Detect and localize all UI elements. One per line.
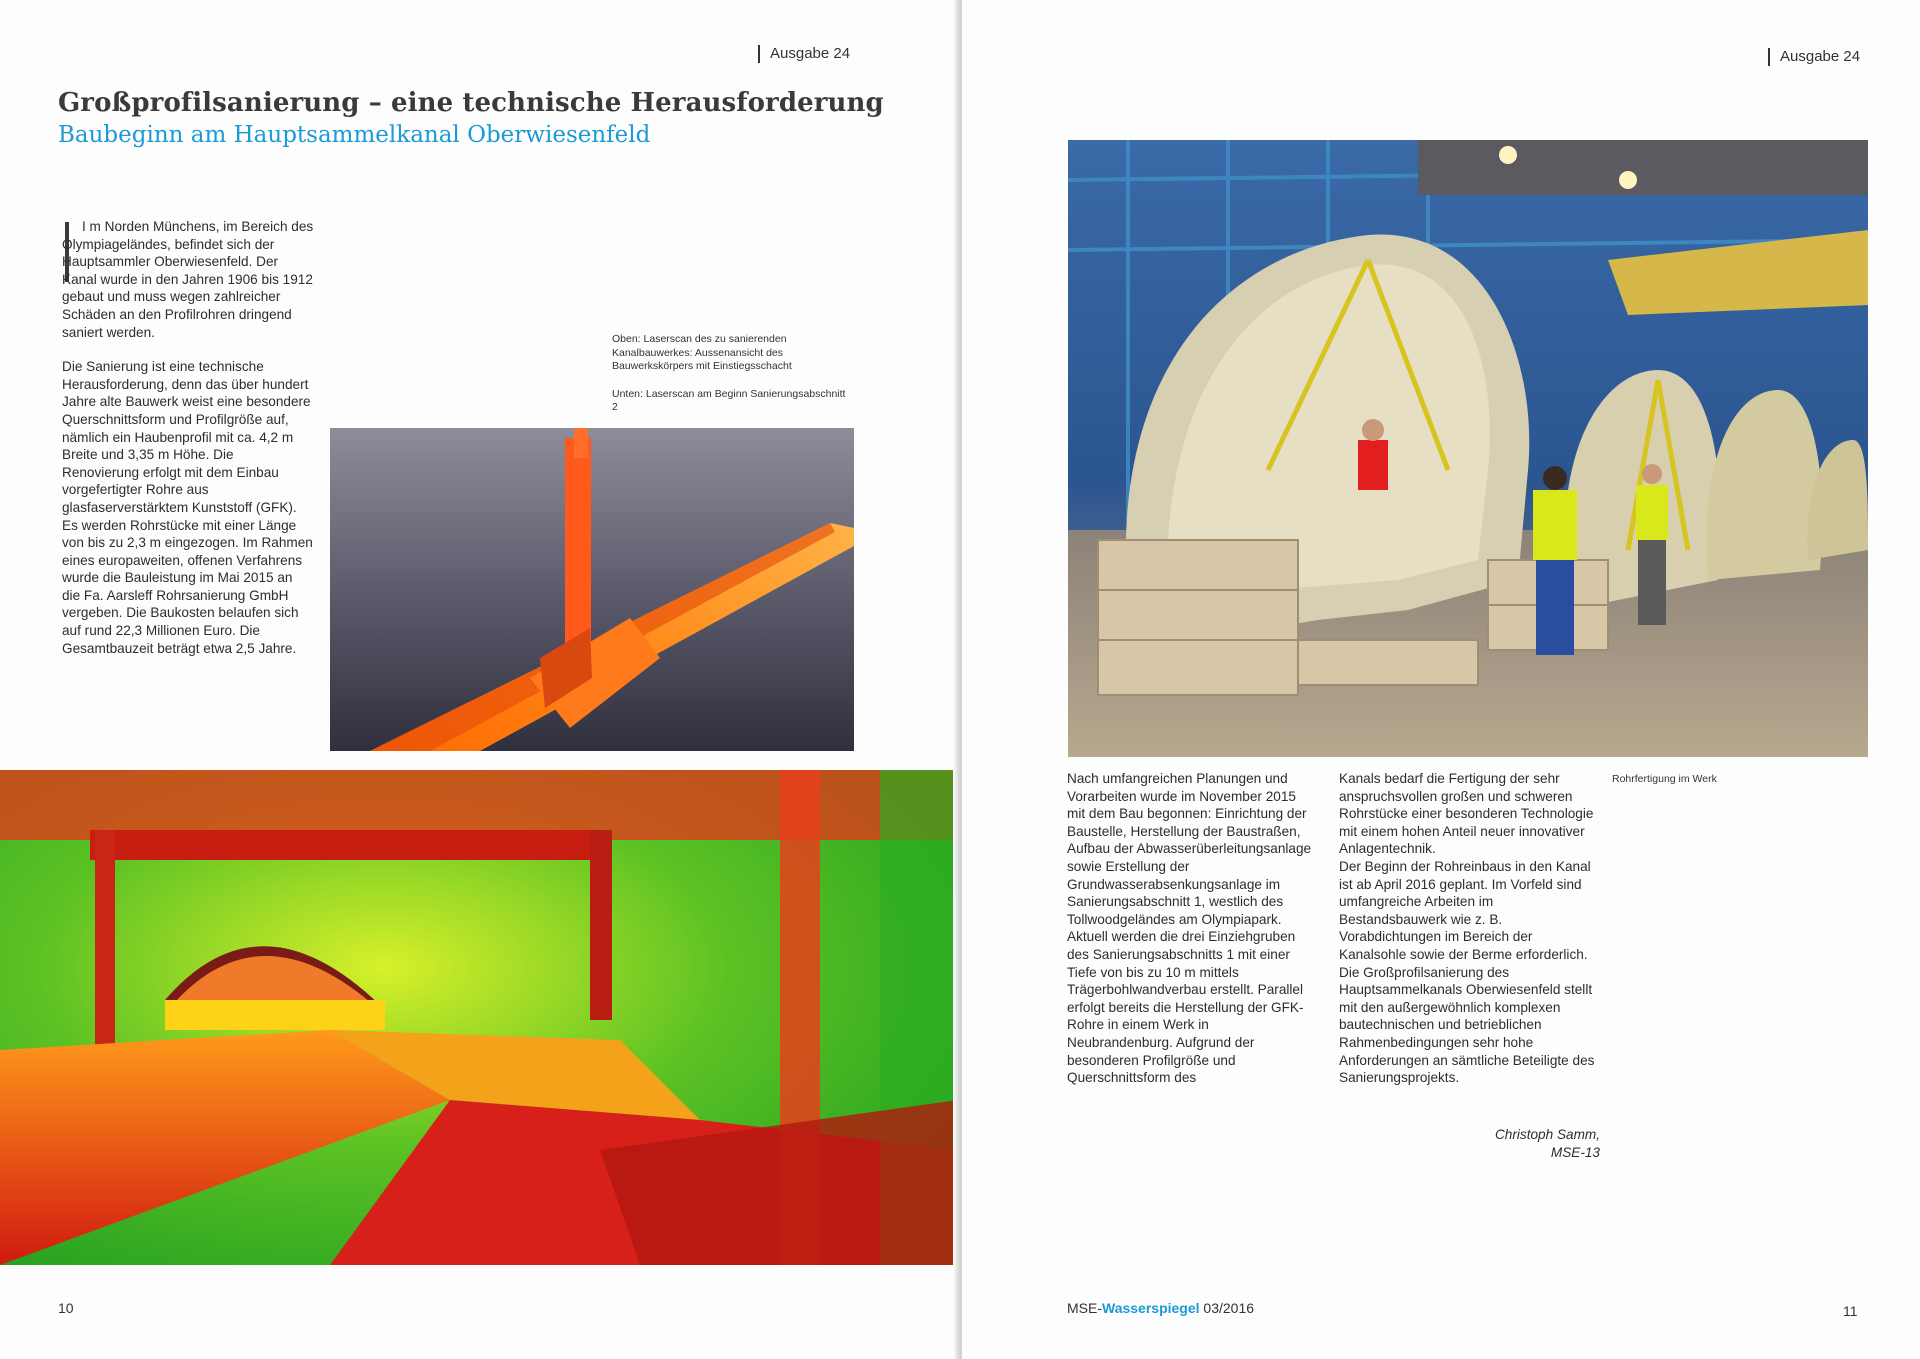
issue-label: Ausgabe 24 — [1768, 48, 1860, 66]
photo-caption: Rohrfertigung im Werk — [1612, 773, 1717, 785]
caption-bottom: Unten: Laserscan am Beginn Sanierungsabschnitt 2 — [612, 387, 846, 413]
issue-label: Ausgabe 24 — [758, 45, 850, 63]
pipe-production-photo — [1068, 140, 1868, 757]
footer-issue: 03/2016 — [1199, 1300, 1255, 1316]
author-signature — [1382, 1126, 1600, 1162]
page-subtitle: Baubeginn am Hauptsammelkanal Oberwiesenfeld — [58, 122, 651, 148]
page-number: 10 — [58, 1300, 74, 1316]
column-2-paragraph-1: Kanals bedarf die Fertigung der sehr anspruchsvollen großen und schweren Rohrstücke einer besonderen Technologie mit einem hohen Anteil neuer innovativer Anlagentechnik. — [1339, 771, 1594, 857]
article-column-2 — [1339, 770, 1597, 1087]
left-page — [0, 0, 958, 1359]
page-number: 11 — [1843, 1303, 1858, 1319]
right-page — [962, 0, 1920, 1359]
footer-brand: Wasserspiegel — [1102, 1300, 1200, 1316]
paragraph-1: I m Norden Münchens, im Bereich des Olympiageländes, befindet sich der Hauptsammler Oberwiesenfeld. Der Kanal wurde in den Jahren 1906 bis 1912 gebaut und muss wegen zahlreicher Schäden an den Profilrohren dringend saniert werden. — [62, 219, 314, 340]
caption-top: Oben: Laserscan des zu sanierenden Kanalbauwerkes: Aussenansicht des Bauwerkskörpers mit Einstiegsschacht — [612, 333, 792, 372]
author-name: Christoph Samm, — [1494, 1127, 1600, 1142]
paragraph-2: Die Sanierung ist eine technische Herausforderung, denn das über hundert Jahre alte Bauwerk weist eine besondere Querschnittsform und Profilgröße auf, nämlich ein Haubenprofil mit ca. 4,2 m Breite und 3,35 m Höhe. Die Renovierung erfolgt mit dem Einbau vorgefertigter Rohre aus glasfaserverstärktem Kunststoff (GFK). Es werden Rohrstücke mit einer Länge von bis zu 2,3 m eingezogen. Im Rahmen eines europaweiten, offenen Verfahrens wurde die Bauleistung im Mai 2015 an die Fa. Aarsleff Rohrsanierung GmbH vergeben. Die Baukosten belaufen sich auf rund 22,3 Millionen Euro. Die Gesamtbauzeit beträgt etwa 2,5 Jahre. — [62, 359, 313, 656]
column-2-paragraph-2: Der Beginn der Rohreinbaus in den Kanal ist ab April 2016 geplant. Im Vorfeld sind umfangreiche Arbeiten im Bestandsbauwerk wie z. B. Vorabdichtungen im Bereich der Kanalsohle sowie der Berme erforderlich. — [1339, 858, 1591, 962]
laserscan-interior-image — [0, 770, 958, 1265]
image-captions — [612, 333, 852, 415]
author-unit: MSE-13 — [1550, 1145, 1600, 1160]
magazine-footer — [1067, 1300, 1254, 1316]
laserscan-exterior-image — [330, 428, 854, 751]
column-2-paragraph-3: Die Großprofilsanierung des Hauptsammelkanals Oberwiesenfeld stellt mit den außergewöhnlich komplexen bautechnischen und betrieblichen Rahmenbedingungen sehr hohe Anforderungen an sämtliche Beteiligte des Sanierungsprojekts. — [1339, 964, 1595, 1086]
page-title: Großprofilsanierung – eine technische Herausforderung — [58, 88, 884, 118]
article-column-1 — [1067, 770, 1317, 1087]
column-1-text: Nach umfangreichen Planungen und Vorarbeiten wurde im November 2015 mit dem Bau begonnen: Einrichtung der Baustelle, Herstellung der Baustraßen, Aufbau der Abwasserüberleitungsanlage sowie Erstellung der Grundwasserabsenkungsanlage im Sanierungsabschnitt 1, westlich des Tollwoodgeländes am Olympiapark. Aktuell werden die drei Einziehgruben des Sanierungsabschnitts 1 mit einer Tiefe von bis zu 10 m mittels Trägerbohlwandverbau erstellt. Parallel erfolgt bereits die Herstellung der GFK-Rohre in einem Werk in Neubrandenburg. Aufgrund der besonderen Profilgröße und Querschnittsform des — [1067, 771, 1312, 1086]
article-intro — [62, 218, 314, 657]
footer-prefix: MSE- — [1067, 1300, 1102, 1316]
